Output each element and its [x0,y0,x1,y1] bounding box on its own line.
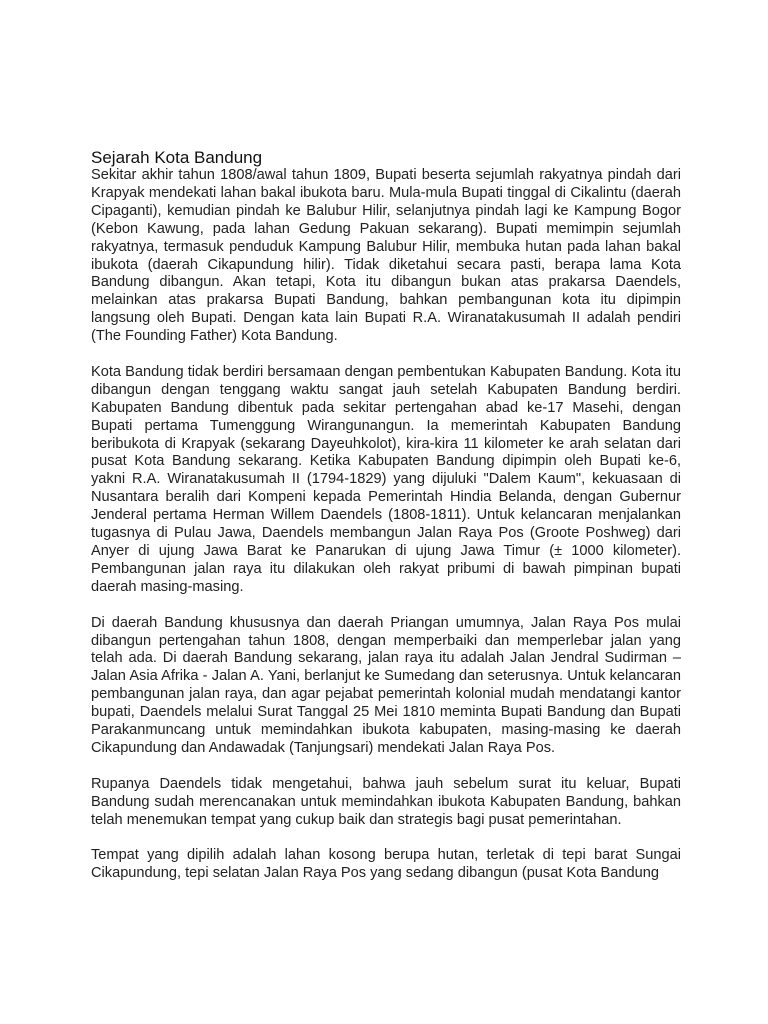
paragraph-4: Rupanya Daendels tidak mengetahui, bahwa jauh sebelum surat itu keluar, Bupati Bandung sudah merencanakan untuk memindahkan ibukota Kabupaten Bandung, bahkan telah menemukan tempat yang cukup baik dan strategis bagi pusat pemerintahan. [91,775,681,828]
document-page [91,148,681,883]
paragraph-2: Kota Bandung tidak berdiri bersamaan dengan pembentukan Kabupaten Bandung. Kota itu dibangun dengan tenggang waktu sangat jauh setelah Kabupaten Bandung berdiri. Kabupaten Bandung dibentuk pada sekitar pertengahan abad ke-17 Masehi, dengan Bupati pertama Tumenggung Wirangunangun. Ia memerintah Kabupaten Bandung beribukota di Krapyak (sekarang Dayeuhkolot), kira-kira 11 kilometer ke arah selatan dari pusat Kota Bandung sekarang. Ketika Kabupaten Bandung dipimpin oleh Bupati ke-6, yakni R.A. Wiranatakusumah II (1794-1829) yang dijuluki "Dalem Kaum", kekuasaan di Nusantara beralih dari Kompeni kepada Pemerintah Hindia Belanda, dengan Gubernur Jenderal pertama Herman Willem Daendels (1808-1811). Untuk kelancaran menjalankan tugasnya di Pulau Jawa, Daendels membangun Jalan Raya Pos (Groote Poshweg) dari Anyer di ujung Jawa Barat ke Panarukan di ujung Jawa Timur (± 1000 kilometer). Pembangunan jalan raya itu dilakukan oleh rakyat pribumi di bawah pimpinan bupati daerah masing-masing. [91,363,681,595]
paragraph-1: Sekitar akhir tahun 1808/awal tahun 1809, Bupati beserta sejumlah rakyatnya pindah dari Krapyak mendekati lahan bakal ibukota baru. Mula-mula Bupati tinggal di Cikalintu (daerah Cipaganti), kemudian pindah ke Balubur Hilir, selanjutnya pindah lagi ke Kampung Bogor (Kebon Kawung, pada lahan Gedung Pakuan sekarang). Bupati memimpin sejumlah rakyatnya, termasuk penduduk Kampung Balubur Hilir, membuka hutan pada lahan bakal ibukota (daerah Cikapundung hilir). Tidak diketahui secara pasti, berapa lama Kota Bandung dibangun. Akan tetapi, Kota itu dibangun bukan atas prakarsa Daendels, melainkan atas prakarsa Bupati Bandung, bahkan pembangunan kota itu dipimpin langsung oleh Bupati. Dengan kata lain Bupati R.A. Wiranatakusumah II adalah pendiri (The Founding Father) Kota Bandung. [91,167,681,345]
paragraph-3: Di daerah Bandung khususnya dan daerah Priangan umumnya, Jalan Raya Pos mulai dibangun pertengahan tahun 1808, dengan memperbaiki dan memperlebar jalan yang telah ada. Di daerah Bandung sekarang, jalan raya itu adalah Jalan Jendral Sudirman – Jalan Asia Afrika - Jalan A. Yani, berlanjut ke Sumedang dan seterusnya. Untuk kelancaran pembangunan jalan raya, dan agar pejabat pemerintah kolonial mudah mendatangi kantor bupati, Daendels melalui Surat Tanggal 25 Mei 1810 meminta Bupati Bandung dan Bupati Parakanmuncang untuk memindahkan ibukota kabupaten, masing-masing ke daerah Cikapundung dan Andawadak (Tanjungsari) mendekati Jalan Raya Pos. [91,614,681,756]
document-title: Sejarah Kota Bandung [91,148,263,167]
paragraph-5: Tempat yang dipilih adalah lahan kosong berupa hutan, terletak di tepi barat Sungai Cikapundung, tepi selatan Jalan Raya Pos yang sedang dibangun (pusat Kota Bandung [91,847,681,882]
